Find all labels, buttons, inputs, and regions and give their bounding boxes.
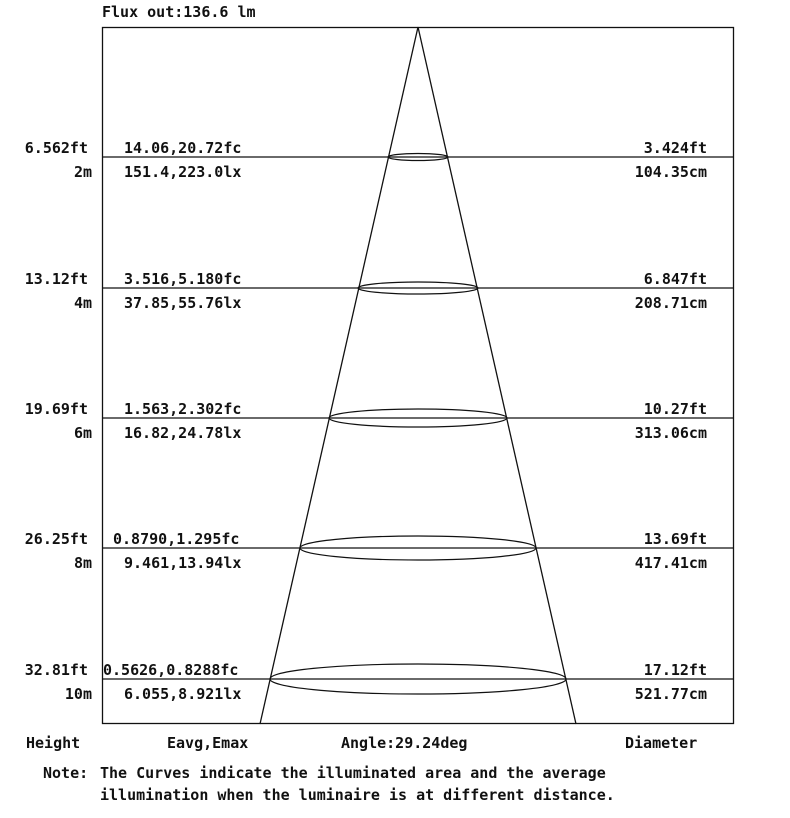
illuminance-fc-label: 0.5626,0.8288fc bbox=[103, 661, 239, 679]
illuminance-lx-label: 151.4,223.0lx bbox=[124, 163, 242, 181]
beam-cone-right-edge bbox=[418, 27, 576, 724]
illuminance-fc-label: 14.06,20.72fc bbox=[124, 139, 242, 157]
note-prefix: Note: bbox=[43, 764, 89, 782]
beam-cone-left-edge bbox=[260, 27, 418, 724]
height-m-label: 10m bbox=[64, 685, 92, 703]
illuminance-lx-label: 16.82,24.78lx bbox=[124, 424, 242, 442]
distance-level bbox=[25, 400, 734, 442]
height-ft-label: 32.81ft bbox=[24, 661, 88, 679]
eavg-emax-column-label: Eavg,Emax bbox=[167, 734, 249, 752]
height-ft-label: 13.12ft bbox=[24, 270, 88, 288]
beam-angle-label: Angle:29.24deg bbox=[341, 734, 468, 752]
diameter-cm-label: 313.06cm bbox=[634, 424, 707, 442]
diameter-ft-label: 6.847ft bbox=[643, 270, 707, 288]
illuminance-lx-label: 6.055,8.921lx bbox=[124, 685, 242, 703]
illuminance-lx-label: 37.85,55.76lx bbox=[124, 294, 242, 312]
note-line-1: The Curves indicate the illuminated area and the average bbox=[100, 764, 606, 782]
height-m-label: 8m bbox=[73, 554, 92, 572]
distance-level bbox=[25, 661, 734, 703]
distance-level bbox=[25, 270, 734, 312]
illuminance-fc-label: 0.8790,1.295fc bbox=[113, 530, 240, 548]
diameter-cm-label: 521.77cm bbox=[634, 685, 707, 703]
distance-level bbox=[25, 530, 734, 572]
diameter-cm-label: 417.41cm bbox=[634, 554, 707, 572]
height-ft-label: 6.562ft bbox=[24, 139, 88, 157]
height-m-label: 4m bbox=[73, 294, 92, 312]
illuminance-fc-label: 3.516,5.180fc bbox=[124, 270, 242, 288]
diameter-cm-label: 104.35cm bbox=[634, 163, 707, 181]
note-line-2: illumination when the luminaire is at different distance. bbox=[100, 786, 615, 804]
diameter-ft-label: 13.69ft bbox=[643, 530, 707, 548]
distance-level bbox=[25, 139, 734, 181]
diameter-ft-label: 10.27ft bbox=[643, 400, 707, 418]
diameter-cm-label: 208.71cm bbox=[634, 294, 707, 312]
height-ft-label: 26.25ft bbox=[24, 530, 88, 548]
height-ft-label: 19.69ft bbox=[24, 400, 88, 418]
diameter-column-label: Diameter bbox=[625, 734, 698, 752]
diameter-ft-label: 17.12ft bbox=[643, 661, 707, 679]
height-m-label: 6m bbox=[73, 424, 92, 442]
illuminance-fc-label: 1.563,2.302fc bbox=[124, 400, 242, 418]
diagram-frame bbox=[103, 28, 734, 724]
illuminance-lx-label: 9.461,13.94lx bbox=[124, 554, 242, 572]
flux-label: Flux out:136.6 lm bbox=[102, 3, 256, 21]
height-m-label: 2m bbox=[73, 163, 92, 181]
height-column-label: Height bbox=[26, 734, 81, 752]
diameter-ft-label: 3.424ft bbox=[643, 139, 707, 157]
